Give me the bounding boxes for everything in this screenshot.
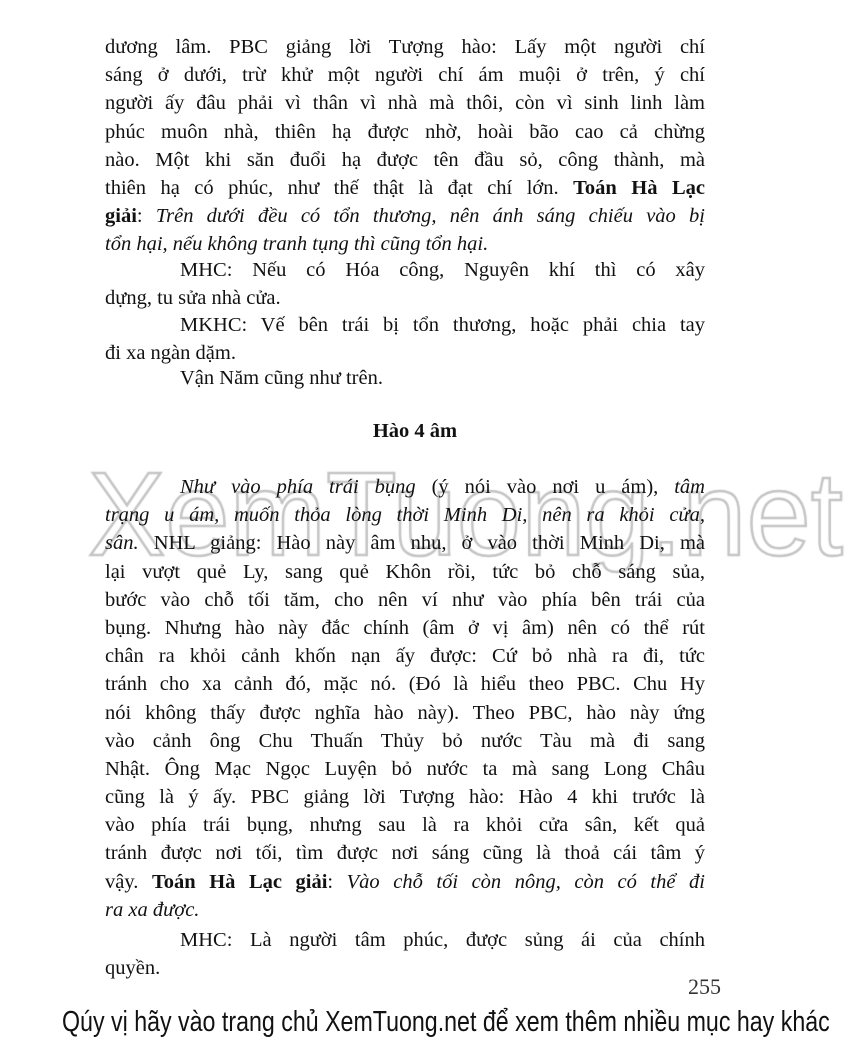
text-run: vào cảnh ông Chu Thuấn Thủy bỏ nước Tàu mà đi sang [105, 729, 705, 752]
text-run: nào. Một khi săn đuổi hạ được tên đầu sỏ, công thành, mà [105, 148, 705, 171]
text-run: đi xa ngàn dặm. [105, 342, 236, 365]
text-line [105, 202, 705, 230]
text-line [105, 284, 705, 312]
text-line [105, 954, 705, 982]
text-run: vào phía trái bụng, nhưng sau là ra khỏi cửa sân, kết quả [105, 814, 705, 837]
text-line [105, 868, 705, 896]
italic-text: Như vào phía trái bụng [180, 476, 416, 498]
section-heading: Hào 4 âm [372, 420, 458, 442]
text-run: cũng là ý ấy. PBC giảng lời Tượng hào: Hào 4 khi trước là [105, 786, 705, 809]
paragraph [105, 926, 705, 982]
text-line [105, 89, 705, 117]
text-line [105, 558, 705, 586]
text-run: dựng, tu sửa nhà cửa. [105, 287, 281, 310]
paragraph [105, 33, 705, 259]
text-line [105, 839, 705, 867]
text-line [105, 311, 705, 339]
text-run: quyền. [105, 957, 161, 980]
italic-text: tổn hại, nếu không tranh tụng thì cũng tổn hại. [105, 233, 489, 256]
text-line [105, 586, 705, 614]
text-run: : [327, 870, 347, 893]
text-run: (ý nói vào nơi u ám), [415, 476, 675, 498]
text-run: sáng ở dưới, trừ khử một người chí ám muội ở trên, ý chí [105, 64, 705, 87]
text-run: người ấy đâu phải vì thân vì nhà mà thôi, còn vì sinh linh làm [105, 92, 705, 115]
paragraph [105, 364, 705, 392]
bold-text: giải [105, 205, 137, 228]
text-line [105, 364, 705, 392]
text-line [105, 755, 705, 783]
text-line [105, 174, 705, 202]
text-line [105, 529, 705, 557]
text-line [105, 642, 705, 670]
italic-text: sân. [105, 532, 139, 555]
text-line [105, 896, 705, 924]
text-line [105, 670, 705, 698]
text-run: phúc muôn nhà, thiên hạ được nhờ, hoài bão cao cả chừng [105, 120, 705, 143]
italic-text: Trên dưới đều có tổn thương, nên ánh sáng chiếu vào bị [155, 205, 705, 228]
text-line [105, 926, 705, 954]
text-run: bụng. Nhưng hào này đắc chính (âm ở vị âm) nên có thể rút [105, 616, 705, 639]
text-line [105, 783, 705, 811]
bold-text: Toán Hà Lạc [573, 176, 705, 199]
bold-text: Toán Hà Lạc giải [151, 870, 328, 893]
text-run: Nhật. Ông Mạc Ngọc Luyện bỏ nước ta mà sang Long Châu [105, 757, 705, 780]
text-line [105, 146, 705, 174]
text-line [105, 61, 705, 89]
text-run: Vận Năm cũng như trên. [180, 367, 383, 389]
text-run: dương lâm. PBC giảng lời Tượng hào: Lấy một người chí [105, 36, 705, 58]
text-run: MHC: Nếu có Hóa công, Nguyên khí thì có xây [180, 259, 705, 281]
text-line [105, 501, 705, 529]
page-number: 255 [688, 974, 721, 999]
text-run: lại vượt quẻ Ly, sang quẻ Khôn rồi, tức bỏ chỗ sáng sủa, [105, 560, 705, 583]
text-run: : [136, 205, 156, 228]
italic-text: trạng u ám, muốn thỏa lòng thời Minh Di, nên ra khỏi cửa, [105, 504, 705, 527]
text-run: tránh được nơi tối, tìm được nơi sáng cũng là thoả cái tâm ý [105, 842, 705, 865]
italic-text: ra xa được. [105, 898, 200, 921]
footer-promo-text: Qúy vị hãy vào trang chủ XemTuong.net để xem thêm nhiều mục hay khác [62, 1006, 830, 1038]
text-run: nói không thấy được nghĩa hào này). Theo PBC, hào này ứng [105, 701, 705, 724]
text-line [105, 118, 705, 146]
text-run: MHC: Là người tâm phúc, được sủng ái của chính [180, 929, 705, 951]
text-run: bước vào chỗ tối tăm, cho nên ví như vào phía bên trái của [105, 588, 705, 611]
text-line [105, 256, 705, 284]
text-line [105, 33, 705, 61]
italic-text: Vào chỗ tối còn nông, còn có thể đi [346, 870, 705, 893]
paragraph [105, 256, 705, 312]
text-run: NHL giảng: Hào này âm nhu, ở vào thời Minh Di, mà [138, 532, 705, 555]
paragraph [105, 473, 705, 924]
text-run: MKHC: Vế bên trái bị tổn thương, hoặc phải chia tay [180, 314, 705, 336]
paragraph [105, 311, 705, 367]
text-run: vậy. [105, 870, 152, 893]
text-line [105, 230, 705, 258]
text-run: tránh cho xa cảnh đó, mặc nó. (Đó là hiểu theo PBC. Chu Hy [105, 673, 705, 696]
text-line [105, 614, 705, 642]
text-line [105, 811, 705, 839]
text-line [105, 699, 705, 727]
text-line [105, 727, 705, 755]
text-line [105, 473, 705, 501]
text-run: chân ra khỏi cảnh khốn nạn ấy được: Cứ bỏ nhà ra đi, tức [105, 645, 705, 668]
italic-text: tâm [674, 476, 705, 498]
text-run: thiên hạ có phúc, như thế thật là đạt chí lớn. [105, 176, 574, 199]
